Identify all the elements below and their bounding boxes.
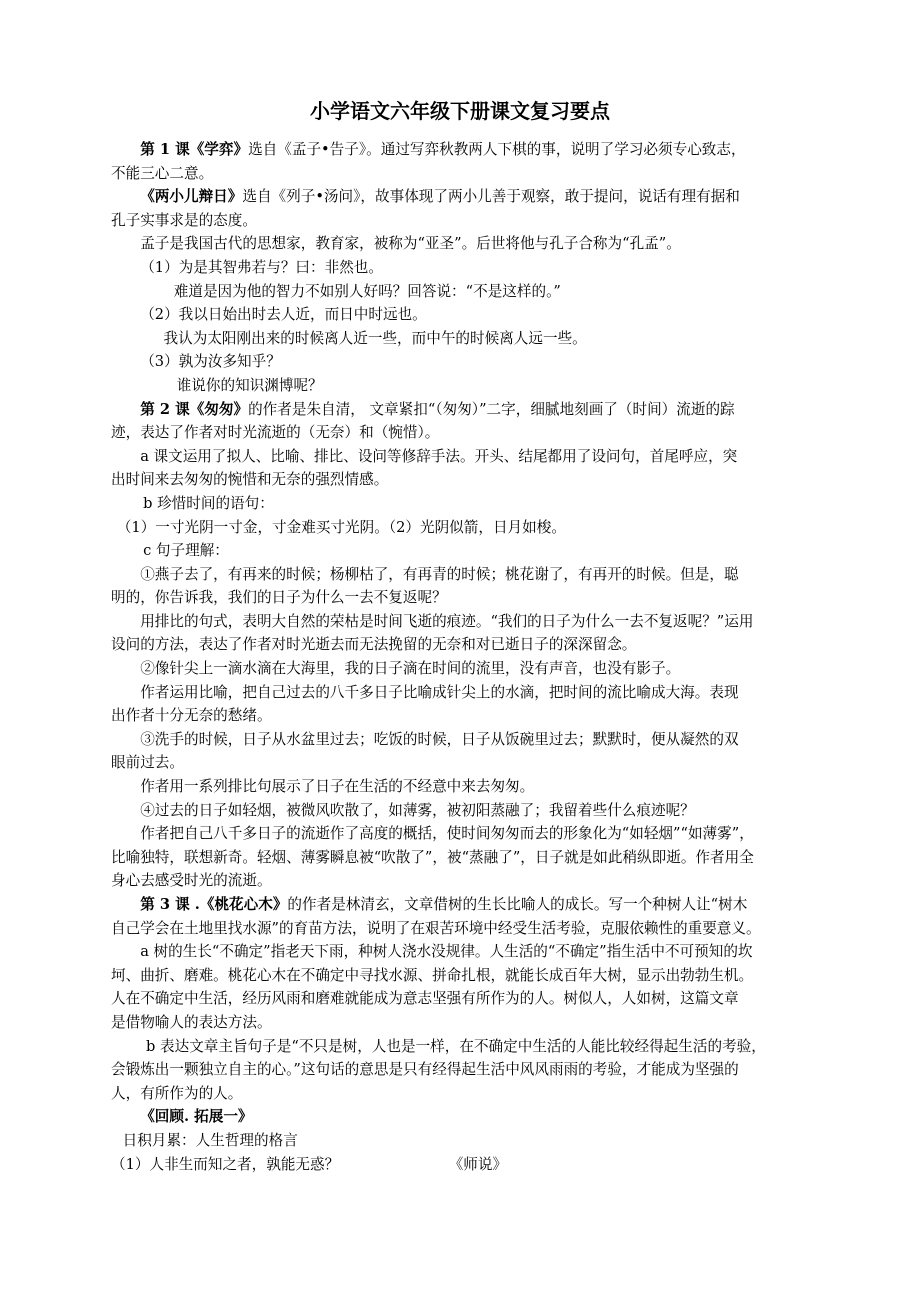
document-title: 小学语文六年级下册课文复习要点 xyxy=(310,99,610,123)
lesson1-question-3: （3）孰为汝多知乎？ xyxy=(140,353,281,371)
lesson2-heading: 第 2 课《匆匆》 xyxy=(140,400,249,418)
lesson2-sentence-3-line2: 眼前过去。 xyxy=(111,754,184,772)
liangxiaoer-line2: 孔子实事求是的态度。 xyxy=(111,211,257,229)
lesson2-intro-line1: 第 2 课《匆匆》的作者是朱自清， 文章紧扣“（匆匆）”二字，细腻地刻画了（时间）流逝的踪 xyxy=(140,400,735,418)
lesson1-answer-3: 谁说你的知识渊博呢？ xyxy=(176,376,323,394)
lesson2-explain-2-line2: 出作者十分无奈的愁绪。 xyxy=(111,707,272,725)
lesson2-explain-1-line2: 设问的方法，表达了作者对时光逝去而无法挽留的无奈和对已逝日子的深深留念。 xyxy=(111,636,637,654)
liangxiaoer-line1: 《两小儿辩日》选自《列子•汤问》，故事体现了两小儿善于观察，敢于提问，说话有理有据和 xyxy=(140,188,740,206)
lesson1-question-1: （1）为是其智弗若与？曰：非然也。 xyxy=(140,258,383,276)
lesson3-intro-line2: 自己学会在土地里找水源”的育苗方法，说明了在艰苦环境中经受生活考验，克服依赖性的重要意义。 xyxy=(111,919,761,937)
review-heading: 《回顾. 拓展一》 xyxy=(140,1108,253,1126)
lesson2-point-a-line1: a 课文运用了拟人、比喻、排比、设问等修辞手法。开头、结尾都用了设问句，首尾呼应，突 xyxy=(140,447,738,465)
lesson3-intro-line1: 第 3 课 .《桃花心木》的作者是林清玄，文章借树的生长比喻人的成长。写一个种树人让“树木 xyxy=(140,896,748,913)
document-body xyxy=(111,138,811,1176)
lesson3-point-a-line1: a 树的生长“不确定”指老天下雨，种树人浇水没规律。人生活的“不确定”指生活中不可预知的坎 xyxy=(140,943,753,961)
lesson3-point-a-line3: 人在不确定中生活，经历风雨和磨难就能成为意志坚强有所作为的人。树似人，人如树，这篇文章 xyxy=(111,990,739,1008)
lesson2-explain-4-line3: 身心去感受时光的流逝。 xyxy=(111,872,272,890)
lesson1-intro-line1: 第 1 课《学弈》选自《孟子•告子》。通过写弈秋教两人下棋的事，说明了学习必须专心致志， xyxy=(140,141,746,158)
lesson2-explain-2-line1: 作者运用比喻，把自己过去的八千多日子比喻成针尖上的水滴，把时间的流比喻成大海。表现 xyxy=(140,683,739,701)
review-subheading: 日积月累：人生哲理的格言 xyxy=(122,1131,298,1149)
lesson3-point-a-line4: 是借物喻人的表达方法。 xyxy=(111,1013,272,1031)
lesson1-answer-2: 我认为太阳刚出来的时候离人近一些，而中午的时候离人远一些。 xyxy=(163,329,587,347)
lesson1-answer-1: 难道是因为他的智力不如别人好吗？回答说：“不是这样的。” xyxy=(173,282,561,300)
lesson2-point-c-heading: c 句子理解： xyxy=(143,542,229,560)
lesson2-explain-3: 作者用一系列排比句展示了日子在生活的不经意中来去匆匆。 xyxy=(140,778,535,796)
lesson3-point-b-line3: 人，有所作为的人。 xyxy=(111,1084,243,1102)
lesson2-explain-4-line1: 作者把自己八千多日子的流逝作了高度的概括，使时间匆匆而去的形象化为“如轻烟”“如薄雾”， xyxy=(140,825,754,843)
lesson2-sentence-1-line1: ①燕子去了，有再来的时候；杨柳枯了，有再青的时候；桃花谢了，有再开的时候。但是，聪 xyxy=(140,565,739,583)
lesson1-question-2: （2）我以日始出时去人近，而日中时远也。 xyxy=(140,306,427,324)
review-item-1: （1）人非生而知之者，孰能无惑？ 《师说》 xyxy=(111,1155,508,1173)
lesson3-point-a-line2: 坷、曲折、磨难。桃花心木在不确定中寻找水源、拼命扎根，就能长成百年大树，显示出勃勃生机。 xyxy=(111,966,754,984)
lesson2-explain-1-line1: 用排比的句式，表明大自然的荣枯是时间飞逝的痕迹。“我们的日子为什么一去不复返呢？”运用 xyxy=(140,612,754,630)
lesson2-sentence-2: ②像针尖上一滴水滴在大海里，我的日子滴在时间的流里，没有声音，也没有影子。 xyxy=(140,660,681,678)
lesson2-point-a-line2: 出时间来去匆匆的惋惜和无奈的强烈情感。 xyxy=(111,471,389,489)
lesson3-point-b-line2: 会锻炼出一颗独立自主的心。”这句话的意思是只有经得起生活中风风雨雨的考验，才能成为坚强的 xyxy=(111,1061,739,1079)
mencius-note: 孟子是我国古代的思想家，教育家，被称为“亚圣”。后世将他与孔子合称为“孔孟”。 xyxy=(140,235,681,253)
liangxiaoer-heading: 《两小儿辩日》 xyxy=(140,188,243,206)
lesson3-point-b-line1: b 表达文章主旨句子是“不只是树，人也是一样，在不确定中生活的人能比较经得起生活的考验， xyxy=(146,1037,766,1055)
lesson1-intro-line2: 不能三心二意。 xyxy=(111,164,214,182)
lesson1-heading: 第 1 课《学弈》 xyxy=(140,141,249,158)
lesson2-explain-4-line2: 比喻独特，联想新奇。轻烟、薄雾瞬息被“吹散了”，被“蒸融了”，日子就是如此稍纵即逝。作者用全 xyxy=(111,848,754,866)
review-item-1-source: 《师说》 xyxy=(448,1155,508,1173)
lesson3-heading: 第 3 课 .《桃花心木》 xyxy=(140,896,288,913)
lesson2-point-b-heading: b 珍惜时间的语句： xyxy=(143,494,274,512)
lesson2-intro-line2: 迹，表达了作者对时光流逝的（无奈）和（惋惜）。 xyxy=(111,424,440,442)
lesson2-point-b-items: （1）一寸光阴一寸金，寸金难买寸光阴。（2）光阴似箭，日月如梭。 xyxy=(116,518,566,536)
lesson2-sentence-1-line2: 明的，你告诉我，我们的日子为什么一去不复返呢？ xyxy=(111,589,447,607)
lesson2-sentence-4: ④过去的日子如轻烟，被微风吹散了，如薄雾，被初阳蒸融了；我留着些什么痕迹呢？ xyxy=(140,801,695,819)
lesson2-sentence-3-line1: ③洗手的时候，日子从水盆里过去；吃饭的时候，日子从饭碗里过去；默默时，便从凝然的双 xyxy=(140,730,739,748)
